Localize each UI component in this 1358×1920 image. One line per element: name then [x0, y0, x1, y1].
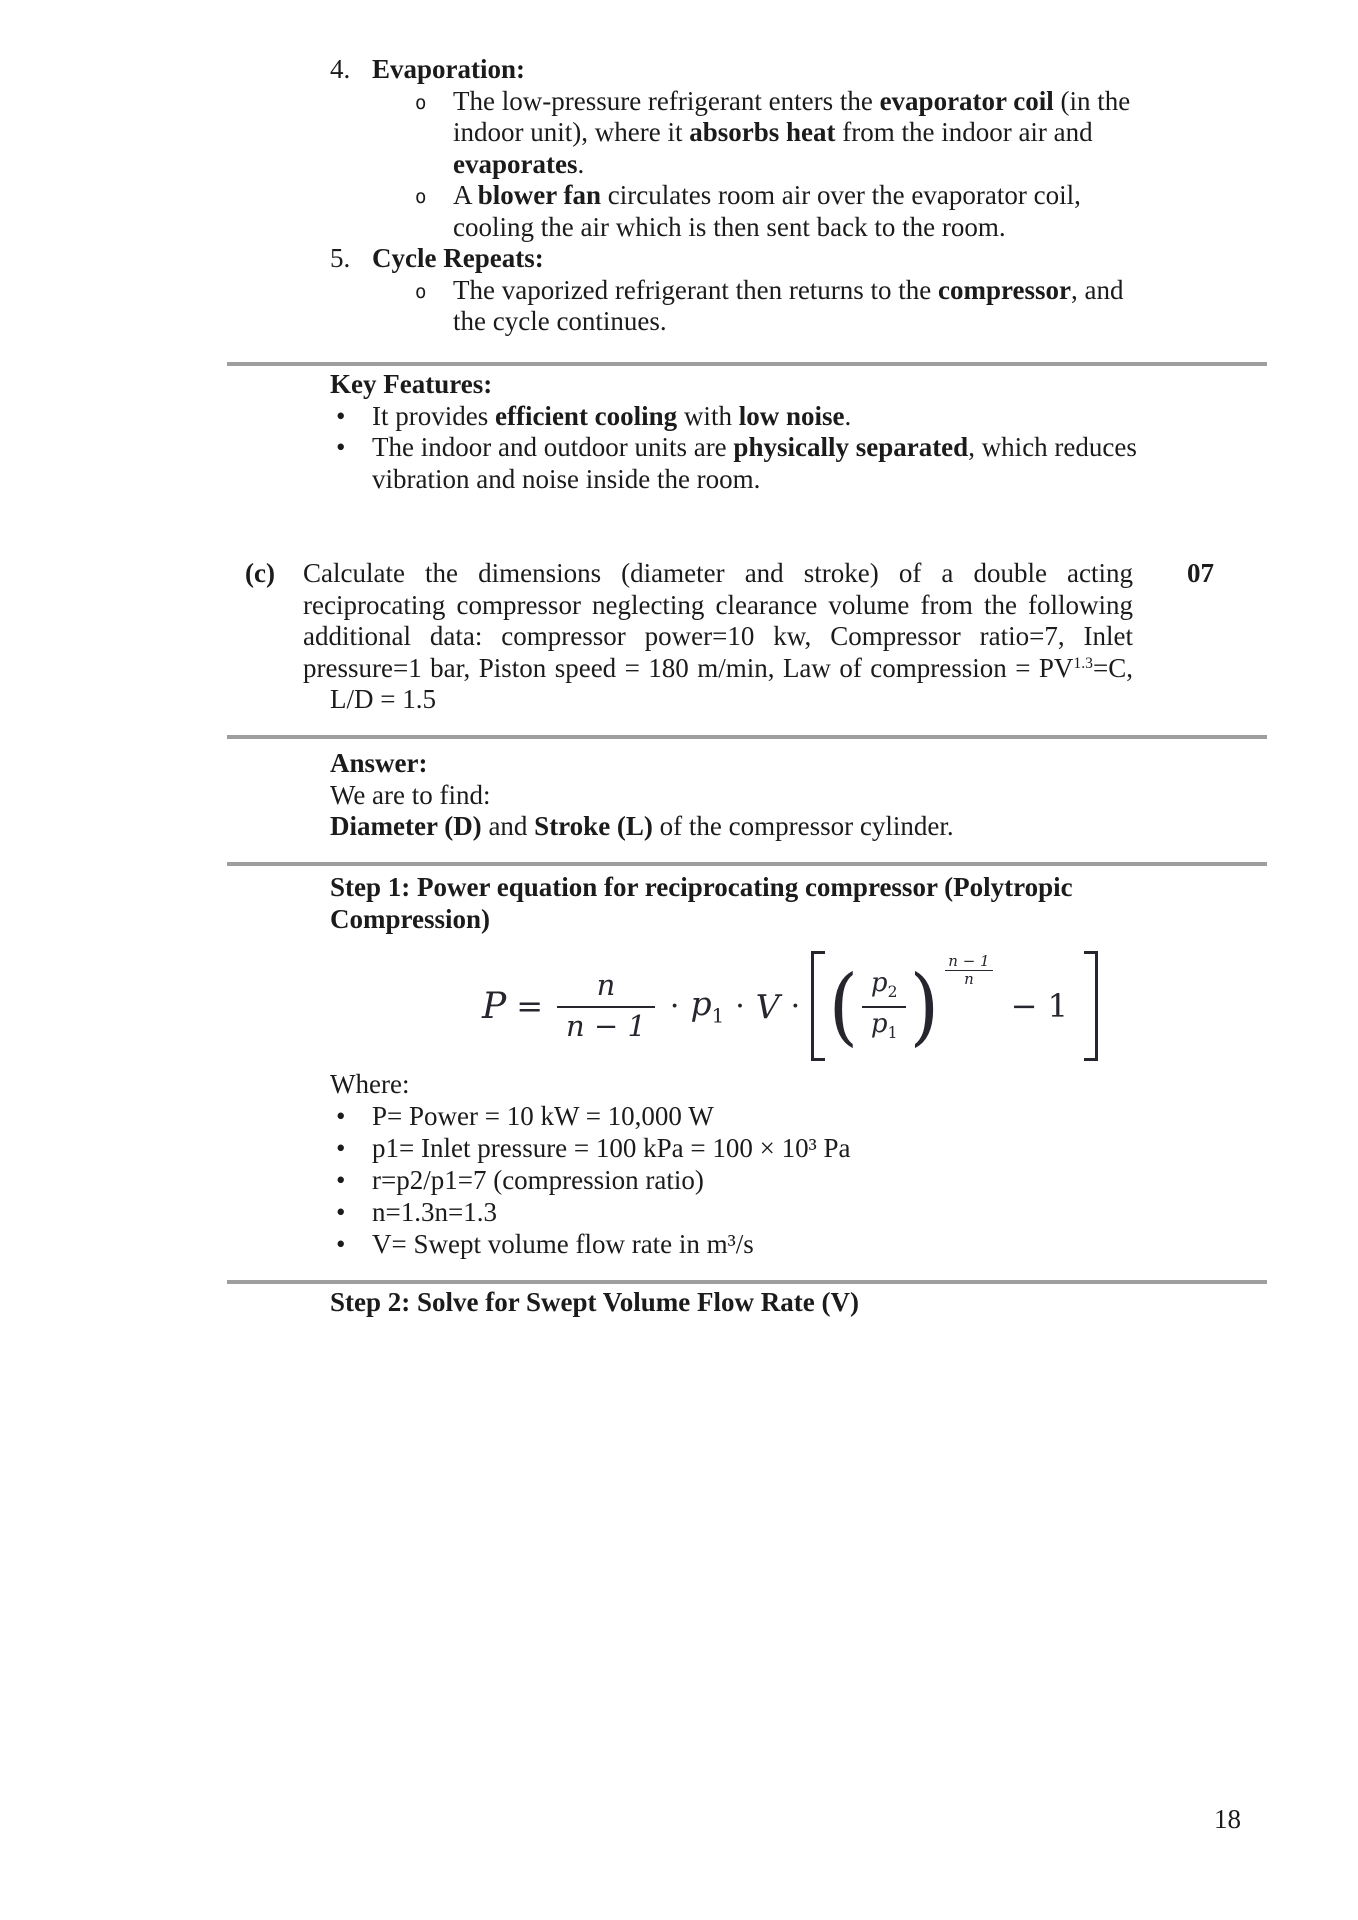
- left-paren: (: [828, 957, 859, 1055]
- subscript: 1: [711, 1004, 725, 1028]
- circle-bullet-icon: o: [415, 91, 427, 114]
- page-number: 18: [1214, 1804, 1241, 1834]
- exponent-fraction: [945, 953, 992, 988]
- list-item-continuation: [330, 211, 1006, 244]
- multiplication-dot: ·: [735, 988, 745, 1024]
- key-feature-continuation: [330, 464, 990, 496]
- fraction-denominator: $p_1$: [870, 1008, 898, 1042]
- exponent-numerator: n − 1: [945, 953, 992, 972]
- list-item-text: the cycle continues.: [453, 306, 667, 336]
- right-paren: ): [910, 957, 940, 1055]
- coefficient-fraction: [557, 969, 655, 1043]
- list-item-number: 5.: [330, 243, 351, 273]
- bullet-icon: •: [336, 1101, 346, 1131]
- list-item-text: The low-pressure refrigerant enters the evaporator coil (in the: [453, 85, 1131, 116]
- bullet-icon: •: [336, 1165, 346, 1195]
- where-item: [330, 1100, 1030, 1132]
- list-item-text: The vaporized refrigerant then returns to the compressor, and: [453, 274, 1124, 305]
- question-label: (c): [245, 558, 275, 588]
- key-features-heading: Key Features:: [330, 369, 493, 399]
- bullet-icon: •: [336, 1197, 346, 1227]
- left-square-bracket: [811, 951, 825, 1061]
- answer-heading: Answer:: [330, 748, 428, 778]
- key-features-section: [330, 369, 1137, 495]
- formula-p1: $p_1$: [690, 984, 725, 1028]
- multiplication-dot: ·: [669, 988, 680, 1024]
- fraction-numerator: n: [557, 969, 655, 1007]
- key-feature-item: [330, 432, 1137, 464]
- list-item-text: evaporates.: [453, 148, 585, 179]
- where-item-text: p1= Inlet pressure = 100 kPa = 100 × 10³ Pa: [372, 1133, 851, 1163]
- where-item: [330, 1132, 1030, 1164]
- key-feature-text: The indoor and outdoor units are physically separated, which reduces: [372, 432, 1137, 462]
- exponent-denominator: n: [964, 970, 974, 988]
- divider: [227, 362, 1267, 366]
- divider: [227, 1280, 1267, 1284]
- list-item-continuation: [330, 117, 1093, 149]
- question-last-line: L/D = 1.5: [330, 684, 436, 714]
- step1-heading-line: Compression): [330, 903, 491, 934]
- bullet-icon: •: [336, 1229, 346, 1259]
- step1-heading-line: Step 1: Power equation for reciprocating compressor (Polytropic: [330, 872, 1073, 902]
- fraction-denominator: n − 1: [566, 1008, 646, 1043]
- question-line: reciprocating compressor neglecting clearance volume from the following: [303, 589, 1133, 620]
- multiplication-dot: ·: [790, 988, 801, 1024]
- where-section: [330, 1068, 1030, 1260]
- where-item: [330, 1164, 1030, 1196]
- list-item-continuation: [330, 306, 990, 338]
- key-feature-text: It provides efficient cooling with low noise.: [372, 400, 852, 431]
- question-paragraph: [303, 558, 1133, 716]
- minus-one-term: − 1: [1010, 987, 1068, 1025]
- bullet-icon: •: [336, 1133, 346, 1163]
- where-item: [330, 1196, 1030, 1228]
- where-item-text: r=p2/p1=7 (compression ratio): [372, 1165, 704, 1195]
- question-line: Calculate the dimensions (diameter and stroke) of a double acting: [303, 558, 1133, 588]
- list-item-text: indoor unit), where it absorbs heat from the indoor air and: [453, 117, 1093, 147]
- list-item-title: Cycle Repeats:: [372, 243, 544, 273]
- list-item-number: 4.: [330, 54, 351, 84]
- list-item: [330, 180, 1081, 212]
- key-feature-text: vibration and noise inside the room.: [372, 463, 761, 494]
- list-item-continuation: [330, 149, 990, 181]
- circle-bullet-icon: o: [415, 186, 427, 208]
- answer-intro: We are to find:: [330, 779, 491, 810]
- step2-heading-line: Step 2: Solve for Swept Volume Flow Rate (V): [330, 1287, 859, 1317]
- step1-heading: [330, 872, 1190, 935]
- answer-find-line: Diameter (D) and Stroke (L) of the compressor cylinder.: [330, 811, 954, 841]
- where-item-text: V= Swept volume flow rate in m³/s: [372, 1229, 754, 1259]
- list-item: [330, 85, 1131, 118]
- pressure-ratio-fraction: [862, 969, 907, 1042]
- equals-sign: =: [516, 987, 544, 1025]
- step2-heading: [330, 1287, 1190, 1319]
- fraction-numerator: $p_2$: [862, 969, 907, 1007]
- answer-section: [330, 748, 1030, 843]
- list-item-title: Evaporation:: [372, 54, 526, 84]
- formula-P: P: [482, 985, 507, 1027]
- bullet-icon: •: [336, 432, 346, 462]
- where-item-text: n=1.3n=1.3: [372, 1197, 497, 1227]
- list-item: [330, 274, 1124, 307]
- marks-value: 07: [1187, 558, 1214, 588]
- right-square-bracket: [1084, 951, 1098, 1061]
- formula-V: V: [755, 986, 780, 1026]
- list-item-text: cooling the air which is then sent back to the room.: [453, 211, 1006, 242]
- bullet-icon: •: [336, 400, 346, 431]
- question-c: [245, 558, 1205, 716]
- where-item-text: P= Power = 10 kW = 10,000 W: [372, 1101, 714, 1131]
- power-equation-formula: [482, 950, 1098, 1062]
- cycle-steps-list: [330, 54, 1131, 338]
- list-item-5-heading: [330, 243, 990, 275]
- divider: [227, 862, 1267, 866]
- divider: [227, 735, 1267, 739]
- where-heading: Where:: [330, 1069, 410, 1099]
- question-line: additional data: compressor power=10 kw, Compressor ratio=7, Inlet: [303, 621, 1133, 651]
- where-item: [330, 1228, 1030, 1260]
- list-item-4-heading: [330, 54, 990, 86]
- question-line: pressure=1 bar, Piston speed = 180 m/min, Law of compression = $PV^{1.3}=C$,: [303, 652, 1133, 683]
- key-feature-item: [330, 401, 990, 433]
- list-item-text: A blower fan circulates room air over the evaporator coil,: [453, 180, 1081, 210]
- circle-bullet-icon: o: [415, 280, 427, 303]
